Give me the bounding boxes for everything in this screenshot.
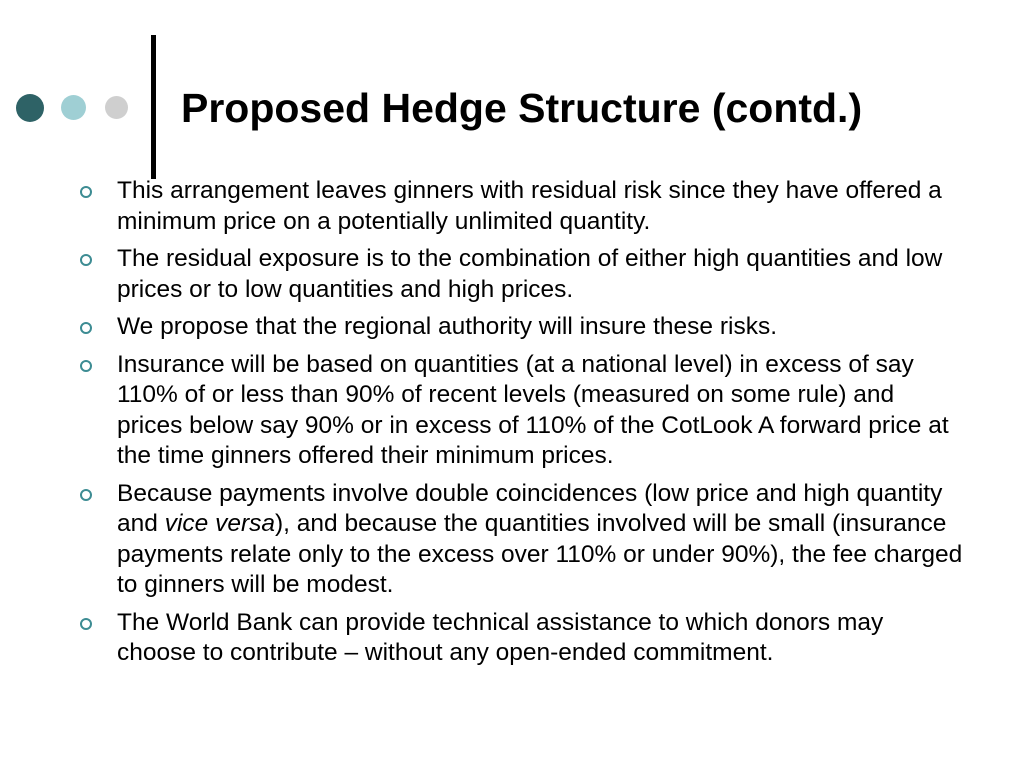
bullet-text: Insurance will be based on quantities (at a national level) in excess of say 110% of or less than 90% of recent levels (measured on some rule) and prices below say 90% or in excess of 110% of the CotLook A forward price at the time ginners offered their minimum prices. (117, 350, 949, 469)
dark-teal-dot-icon (16, 94, 44, 122)
gray-dot-icon (105, 96, 128, 119)
bullet-item (0, 244, 1024, 305)
bullet-text: The residual exposure is to the combination of either high quantities and low prices or to low quantities and high prices. (117, 245, 943, 303)
bullet-item (0, 176, 1024, 237)
bullet-circle-icon (80, 618, 92, 630)
bullet-text (117, 480, 962, 599)
bullet-item (0, 312, 1024, 343)
bullet-text-part: ), and because the quantities involved will be small (insurance payments relate only to the excess over 110% or under 90%), the fee charged to ginners will be modest. (117, 510, 963, 598)
bullet-circle-icon (80, 186, 92, 198)
light-teal-dot-icon (61, 95, 86, 120)
bullet-circle-icon (80, 254, 92, 266)
bullet-item (0, 350, 1024, 472)
bullet-item (0, 479, 1024, 601)
bullet-list (0, 176, 1024, 676)
bullet-text-part: Because payments involve double coincidences (low price and high quantity and (117, 479, 943, 537)
bullet-text: This arrangement leaves ginners with residual risk since they have offered a minimum price on a potentially unlimited quantity. (117, 177, 942, 235)
bullet-text-italic: vice versa (164, 510, 275, 537)
bullet-circle-icon (80, 322, 92, 334)
bullet-circle-icon (80, 489, 92, 501)
bullet-text: The World Bank can provide technical assistance to which donors may choose to contribute – without any open-ended commitment. (117, 608, 884, 666)
bullet-text: We propose that the regional authority will insure these risks. (117, 313, 778, 340)
bullet-circle-icon (80, 360, 92, 372)
title-divider-line (151, 35, 156, 179)
bullet-item (0, 608, 1024, 669)
slide-title: Proposed Hedge Structure (contd.) (181, 85, 863, 131)
